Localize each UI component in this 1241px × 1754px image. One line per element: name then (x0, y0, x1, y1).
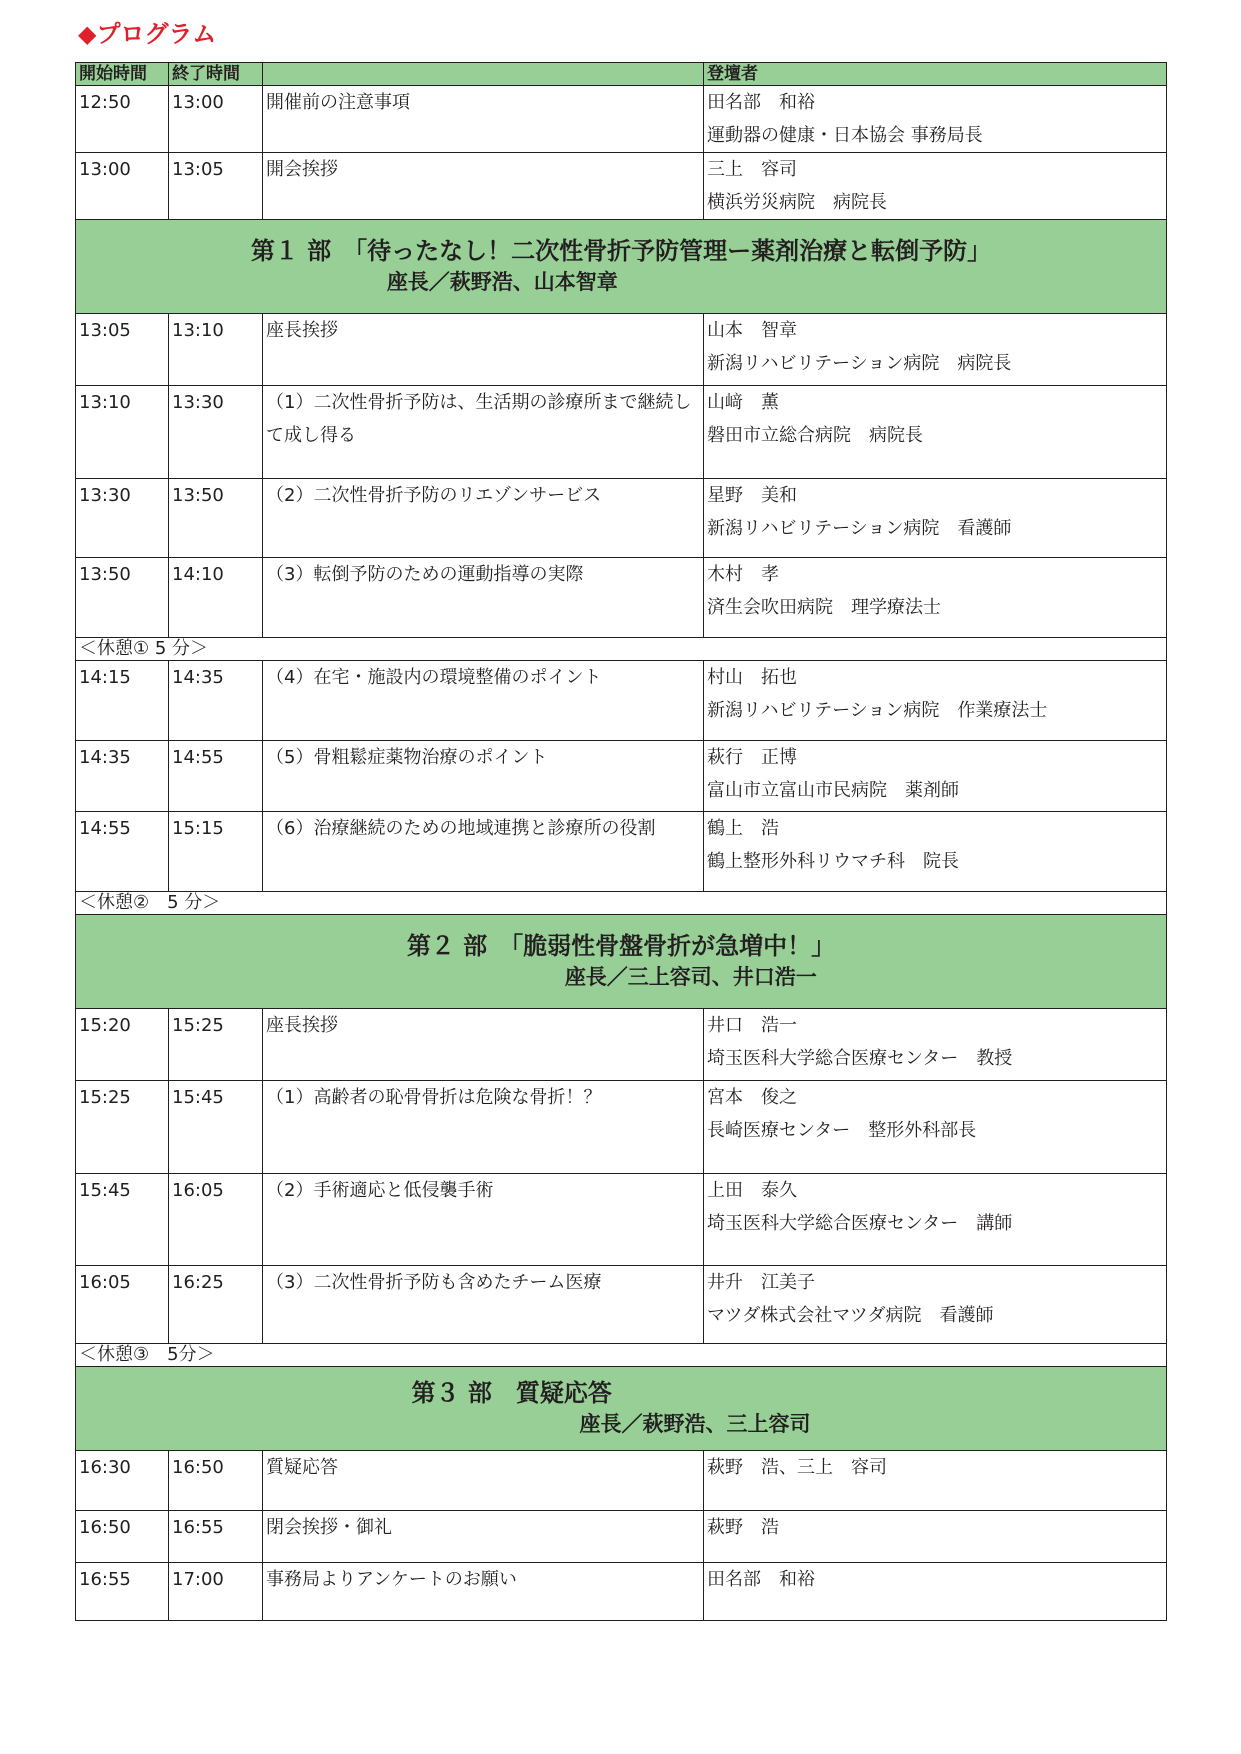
table-row (76, 661, 1167, 741)
table-row (76, 86, 1167, 153)
session-title: （4）在宅・施設内の環境整備のポイント (263, 661, 704, 741)
speaker-affiliation: 新潟リハビリテーション病院 病院長 (707, 353, 1012, 374)
speaker-affiliation: マツダ株式会社マツダ病院 看護師 (707, 1305, 994, 1326)
speaker-name: 萩野 浩、三上 容司 (704, 1451, 1167, 1511)
table-row (76, 1451, 1167, 1511)
end-time: 15:45 (169, 1081, 263, 1174)
session-title: （3）転倒予防のための運動指導の実際 (263, 558, 704, 638)
section-chairs: 座長／萩野浩、三上容司 (579, 1411, 811, 1436)
table-row (76, 479, 1167, 558)
start-time: 13:30 (76, 479, 169, 558)
break-label: ＜休憩① 5 分＞ (76, 638, 1167, 661)
program-table (75, 62, 1167, 1621)
end-time: 13:00 (169, 86, 263, 153)
speaker-affiliation: 運動器の健康・日本協会 事務局長 (707, 125, 983, 146)
section-chairs: 座長／三上容司、井口浩一 (564, 964, 817, 989)
session-title: 座長挨拶 (263, 314, 704, 386)
program-title: ◆プログラム (78, 20, 217, 48)
session-title: （2）二次性骨折予防のリエゾンサービス (263, 479, 704, 558)
speaker-affiliation: 埼玉医科大学総合医療センター 講師 (707, 1213, 1013, 1234)
break-row (76, 892, 1167, 915)
speaker-cell (704, 812, 1167, 892)
table-row (76, 1563, 1167, 1621)
table-row (76, 812, 1167, 892)
start-time: 13:10 (76, 386, 169, 479)
speaker-affiliation: 新潟リハビリテーション病院 看護師 (707, 518, 1012, 539)
table-header-row (76, 63, 1167, 86)
table-row (76, 1081, 1167, 1174)
speaker-cell (704, 661, 1167, 741)
session-title: （6）治療継続のための地域連携と診療所の役割 (263, 812, 704, 892)
speaker-name: 井升 江美子 (707, 1272, 815, 1293)
speaker-cell (704, 1081, 1167, 1174)
speaker-affiliation: 埼玉医科大学総合医療センター 教授 (707, 1048, 1013, 1069)
end-time: 17:00 (169, 1563, 263, 1621)
session-title: （2）手術適応と低侵襲手術 (263, 1174, 704, 1266)
session-title: （1）高齢者の恥骨骨折は危険な骨折！？ (263, 1081, 704, 1174)
session-title: 質疑応答 (263, 1451, 704, 1511)
speaker-name: 山本 智章 (707, 320, 797, 341)
speaker-affiliation: 新潟リハビリテーション病院 作業療法士 (707, 700, 1048, 721)
speaker-cell (704, 1174, 1167, 1266)
start-time: 14:55 (76, 812, 169, 892)
start-time: 14:15 (76, 661, 169, 741)
speaker-name: 萩行 正博 (707, 747, 797, 768)
end-time: 13:05 (169, 153, 263, 220)
table-row (76, 1266, 1167, 1344)
start-time: 16:05 (76, 1266, 169, 1344)
section-title: 第３ 部 質疑応答 (411, 1378, 612, 1407)
speaker-name: 宮本 俊之 (707, 1087, 797, 1108)
section-chairs: 座長／萩野浩、山本智章 (386, 269, 618, 294)
end-time: 16:05 (169, 1174, 263, 1266)
speaker-name: 星野 美和 (707, 485, 797, 506)
table-row (76, 1174, 1167, 1266)
break-row (76, 1344, 1167, 1367)
speaker-name: 三上 容司 (707, 159, 797, 180)
section-header-1 (76, 220, 1167, 314)
speaker-affiliation: 磐田市立総合病院 病院長 (707, 425, 923, 446)
speaker-cell (704, 558, 1167, 638)
end-time: 14:10 (169, 558, 263, 638)
start-time: 16:55 (76, 1563, 169, 1621)
table-row (76, 558, 1167, 638)
speaker-affiliation: 済生会吹田病院 理学療法士 (707, 597, 941, 618)
break-label: ＜休憩③ 5分＞ (76, 1344, 1167, 1367)
speaker-cell (704, 479, 1167, 558)
start-time: 15:45 (76, 1174, 169, 1266)
header-end-time: 終了時間 (169, 63, 263, 86)
session-title: （3）二次性骨折予防も含めたチーム医療 (263, 1266, 704, 1344)
session-title: 事務局よりアンケートのお願い (263, 1563, 704, 1621)
table-row (76, 1511, 1167, 1563)
speaker-cell (704, 1266, 1167, 1344)
break-row (76, 638, 1167, 661)
end-time: 13:30 (169, 386, 263, 479)
speaker-affiliation: 富山市立富山市民病院 薬剤師 (707, 780, 959, 801)
session-title: 開会挨拶 (263, 153, 704, 220)
table-row (76, 153, 1167, 220)
speaker-cell (704, 153, 1167, 220)
section-title: 第２ 部 「脆弱性骨盤骨折が急増中！」 (406, 931, 836, 960)
section-header-2 (76, 915, 1167, 1009)
speaker-name: 井口 浩一 (707, 1015, 797, 1036)
start-time: 13:50 (76, 558, 169, 638)
speaker-affiliation: 横浜労災病院 病院長 (707, 192, 887, 213)
speaker-name: 上田 泰久 (707, 1180, 797, 1201)
end-time: 16:25 (169, 1266, 263, 1344)
break-label: ＜休憩② 5 分＞ (76, 892, 1167, 915)
speaker-name: 萩野 浩 (704, 1511, 1167, 1563)
speaker-name: 鶴上 浩 (707, 818, 779, 839)
end-time: 16:55 (169, 1511, 263, 1563)
header-speaker: 登壇者 (704, 63, 1167, 86)
end-time: 13:50 (169, 479, 263, 558)
end-time: 14:35 (169, 661, 263, 741)
header-start-time: 開始時間 (76, 63, 169, 86)
start-time: 16:30 (76, 1451, 169, 1511)
start-time: 13:05 (76, 314, 169, 386)
session-title: （1）二次性骨折予防は、生活期の診療所まで継続して成し得る (263, 386, 704, 479)
start-time: 15:20 (76, 1009, 169, 1081)
session-title: 開催前の注意事項 (263, 86, 704, 153)
speaker-name: 木村 孝 (707, 564, 779, 585)
session-title: 閉会挨拶・御礼 (263, 1511, 704, 1563)
speaker-cell (704, 1009, 1167, 1081)
speaker-affiliation: 鶴上整形外科リウマチ科 院長 (707, 851, 959, 872)
table-row (76, 314, 1167, 386)
speaker-cell (704, 741, 1167, 812)
speaker-cell (704, 86, 1167, 153)
speaker-name: 田名部 和裕 (707, 92, 815, 113)
header-content (263, 63, 704, 86)
table-row (76, 741, 1167, 812)
start-time: 14:35 (76, 741, 169, 812)
speaker-cell (704, 386, 1167, 479)
section-header-3 (76, 1367, 1167, 1451)
end-time: 15:15 (169, 812, 263, 892)
session-title: （5）骨粗鬆症薬物治療のポイント (263, 741, 704, 812)
start-time: 13:00 (76, 153, 169, 220)
table-row (76, 386, 1167, 479)
speaker-cell (704, 314, 1167, 386)
section-title: 第１ 部 「待ったなし！二次性骨折予防管理ー薬剤治療と転倒予防」 (250, 236, 992, 265)
end-time: 13:10 (169, 314, 263, 386)
end-time: 16:50 (169, 1451, 263, 1511)
end-time: 14:55 (169, 741, 263, 812)
start-time: 12:50 (76, 86, 169, 153)
end-time: 15:25 (169, 1009, 263, 1081)
speaker-name: 田名部 和裕 (704, 1563, 1167, 1621)
start-time: 16:50 (76, 1511, 169, 1563)
start-time: 15:25 (76, 1081, 169, 1174)
table-row (76, 1009, 1167, 1081)
speaker-name: 村山 拓也 (707, 667, 797, 688)
speaker-name: 山﨑 薫 (707, 392, 779, 413)
session-title: 座長挨拶 (263, 1009, 704, 1081)
speaker-affiliation: 長崎医療センター 整形外科部長 (707, 1120, 977, 1141)
